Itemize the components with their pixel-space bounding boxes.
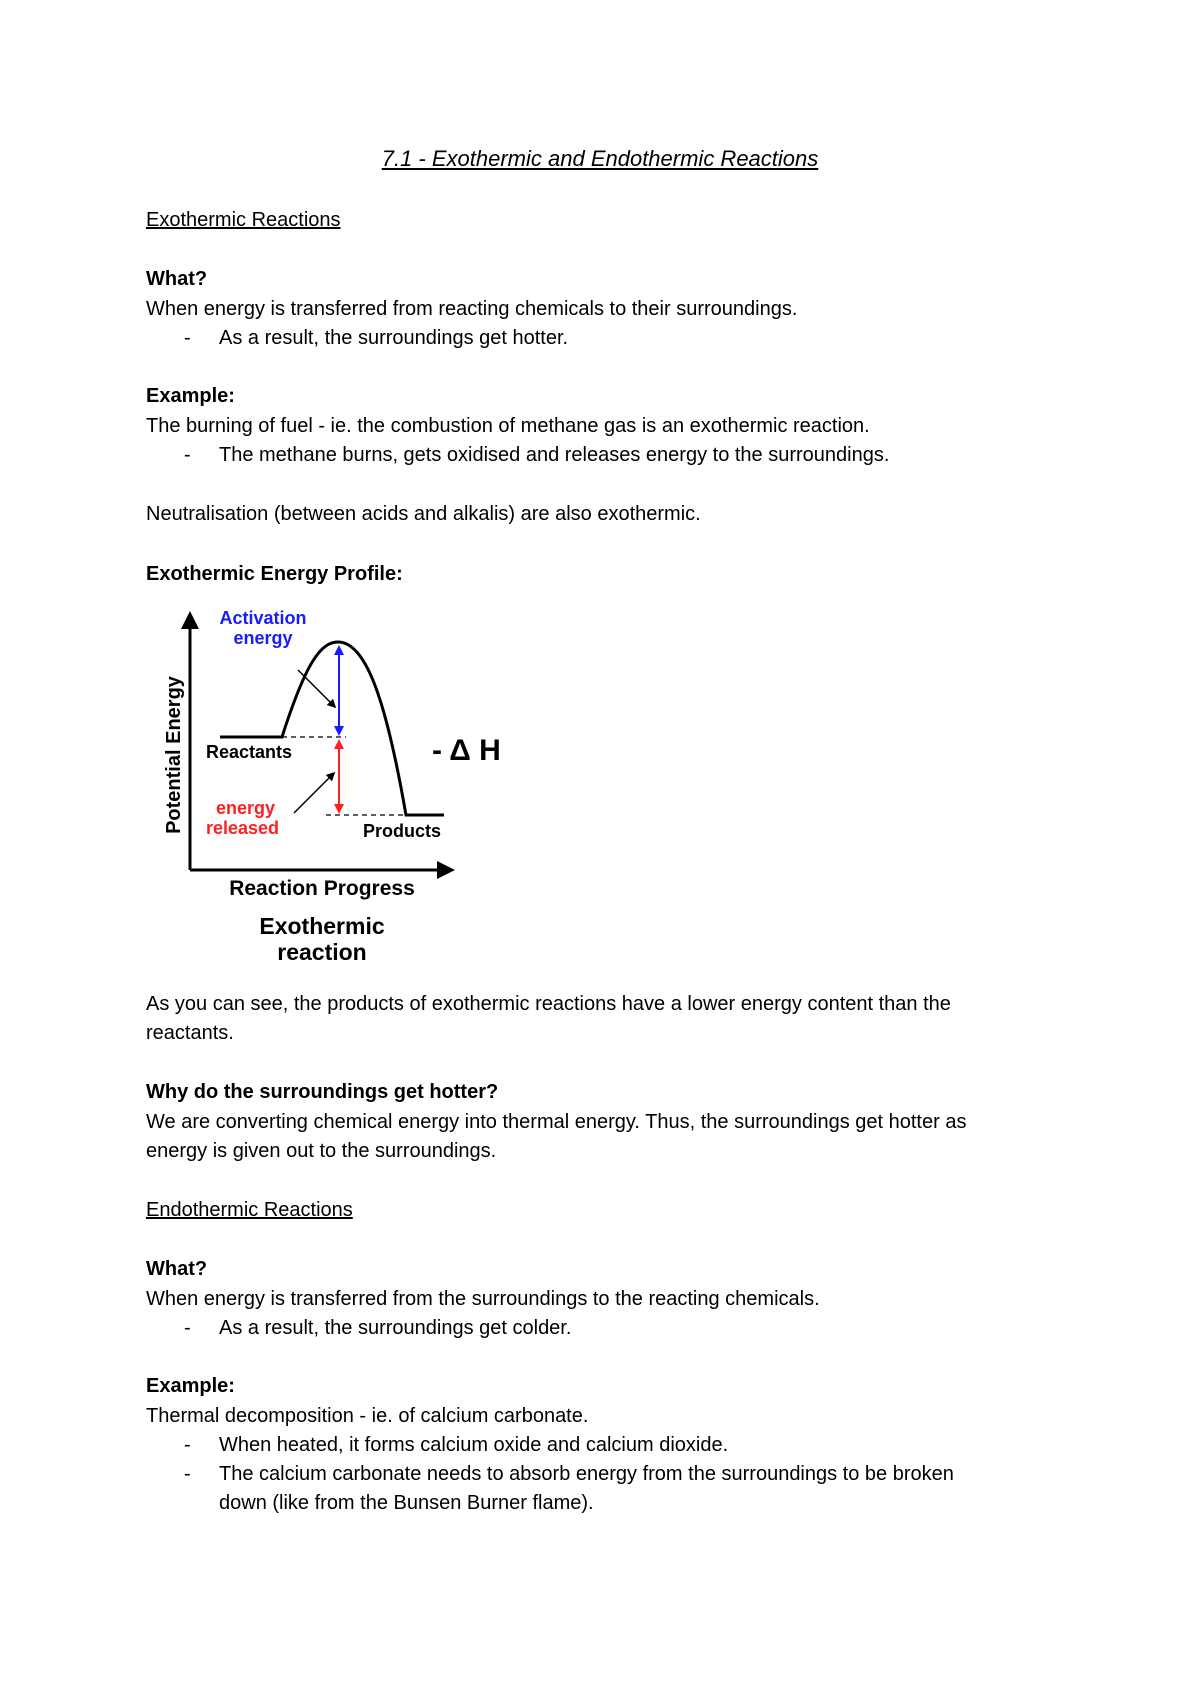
endo-what-bullet: As a result, the surroundings get colder. — [219, 1317, 572, 1339]
why-text-2: energy is given out to the surroundings. — [146, 1140, 497, 1162]
profile-label: Exothermic Energy Profile: — [146, 563, 403, 585]
released-label-1: energy — [216, 798, 276, 818]
caption-line-2: reaction — [277, 939, 367, 965]
exo-what-label: What? — [146, 268, 208, 290]
bullet-dash: - — [184, 1317, 191, 1339]
endo-bullet-2-line-1: The calcium carbonate needs to absorb energy from the surroundings to be broken — [219, 1463, 954, 1485]
profile-explanation-2: reactants. — [146, 1022, 234, 1044]
endothermic-heading: Endothermic Reactions — [146, 1199, 353, 1221]
released-pointer — [294, 775, 332, 813]
activation-label-2: energy — [233, 628, 293, 648]
exo-what-bullet: As a result, the surroundings get hotter. — [219, 327, 569, 349]
bullet-dash: - — [184, 444, 191, 466]
caption-line-1: Exothermic — [259, 913, 385, 939]
activation-pointer — [298, 670, 333, 705]
bullet-dash: - — [184, 1434, 191, 1456]
y-axis-label: Potential Energy — [163, 676, 185, 834]
endo-what-text: When energy is transferred from the surroundings to the reacting chemicals. — [146, 1288, 820, 1310]
exothermic-energy-diagram — [146, 590, 526, 975]
exo-what-text: When energy is transferred from reacting chemicals to their surroundings. — [146, 298, 798, 320]
neutralisation-text: Neutralisation (between acids and alkalis) are also exothermic. — [146, 503, 701, 525]
why-text-1: We are converting chemical energy into thermal energy. Thus, the surroundings get hotter as — [146, 1111, 967, 1133]
delta-h-label: - Δ H — [432, 734, 501, 767]
activation-label-1: Activation — [219, 608, 307, 628]
page-title: 7.1 - Exothermic and Endothermic Reactions — [381, 146, 819, 171]
endo-bullet-1: When heated, it forms calcium oxide and calcium dioxide. — [219, 1434, 729, 1456]
products-label: Products — [363, 821, 442, 841]
endo-example-text: Thermal decomposition - ie. of calcium carbonate. — [146, 1405, 589, 1427]
exo-example-text: The burning of fuel - ie. the combustion of methane gas is an exothermic reaction. — [146, 415, 870, 437]
endo-example-label: Example: — [146, 1375, 235, 1397]
reactants-label: Reactants — [206, 742, 293, 762]
why-label: Why do the surroundings get hotter? — [146, 1081, 499, 1103]
endo-bullet-2-line-2: down (like from the Bunsen Burner flame). — [219, 1492, 594, 1514]
exo-example-label: Example: — [146, 385, 235, 407]
energy-curve — [220, 642, 444, 815]
x-axis-label: Reaction Progress — [229, 877, 415, 900]
bullet-dash: - — [184, 327, 191, 349]
profile-explanation-1: As you can see, the products of exothermic reactions have a lower energy content than the — [146, 993, 951, 1015]
bullet-dash: - — [184, 1463, 191, 1485]
exo-example-bullet: The methane burns, gets oxidised and releases energy to the surroundings. — [219, 444, 890, 466]
released-label-2: released — [206, 818, 280, 838]
exothermic-heading: Exothermic Reactions — [146, 209, 341, 231]
endo-what-label: What? — [146, 1258, 208, 1280]
